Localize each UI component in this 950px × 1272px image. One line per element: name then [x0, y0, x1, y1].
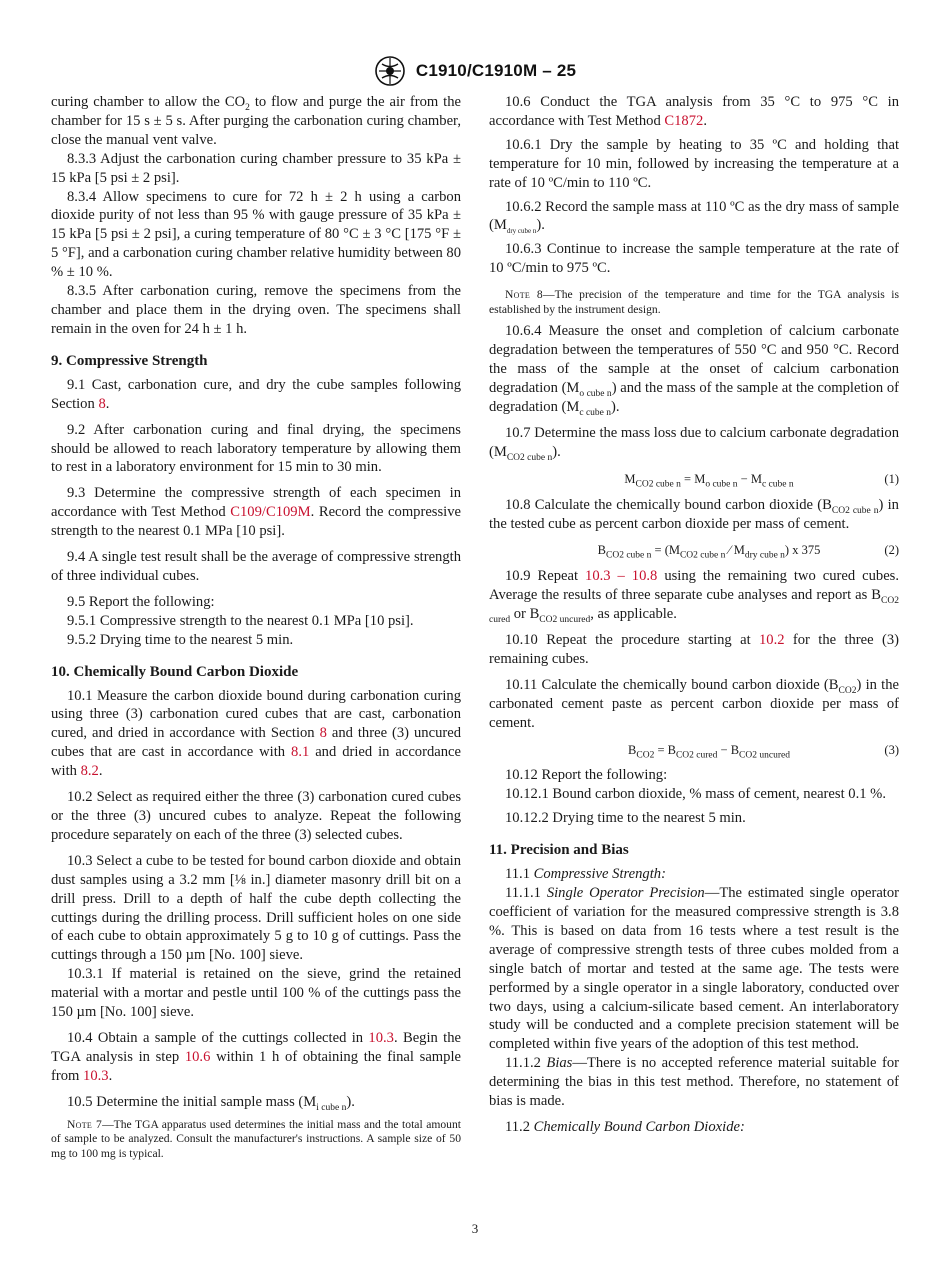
equation-3: $B_{CO2} = B_{CO2 cured} - B_{CO2 uncured}$ (3) — [628, 742, 899, 761]
paragraph-11-1: 11.1 Compressive Strength: — [505, 866, 666, 883]
equation-2: $B_{CO2 cube n} = (M_{CO2 cube n}$ ⁄ $M_{dry cube n}$) x 375 (2) — [597, 543, 899, 561]
paragraph-10-8: 10.8 Calculate the chemically bound carbon dioxide $(B_{CO2 cube n})$ in the tested cube as percent carbon dioxide per mass of cement. — [489, 496, 899, 532]
paragraph-10-10: 10.10 Repeat the procedure starting at 10.2 for the three (3) remaining cubes. — [489, 632, 899, 667]
equation-number: (1) — [884, 471, 899, 486]
paragraph-9-5-2: 9.5.2 Drying time to the nearest 5 min. — [67, 631, 294, 648]
paragraph-10-12-2: 10.12.2 Drying time to the nearest 5 min. — [505, 810, 746, 827]
paragraph-9-2: 9.2 After carbonation curing and final drying, the specimens should be allowed to reach laboratory temperature by allowing them to rest in a laboratory environment for 15 min to 30 min. — [51, 421, 461, 476]
paragraph-10-7: 10.7 Determine the mass loss due to calcium carbonate degradation $(M_{CO2 cube n})$. — [489, 424, 899, 463]
paragraph-10-12-1: 10.12.1 Bound carbon dioxide, % mass of cement, nearest 0.1 %. — [505, 786, 886, 803]
paragraph-10-6-4: 10.6.4 Measure the onset and completion of calcium carbonate degradation between the temperatures of 550 °C and 950 °C. Record the mass of the sample at the onset of calcium carbonation degradation $(M_{o cube n})$ and the mass of the sample at the completion of degradation $(M_{c cube n})$. — [489, 323, 900, 418]
equation-number: (2) — [884, 543, 899, 558]
paragraph-10-12: 10.12 Report the following: — [505, 767, 668, 784]
link-10-3[interactable]: 10.3 — [368, 1029, 394, 1046]
paragraph-9-5-1: 9.5.1 Compressive strength to the nearest 0.1 MPa [10 psi]. — [67, 612, 414, 629]
note-7: Note 7—The TGA apparatus used determines the initial mass and the total amount of sample to be analyzed. Consult the manufacturer's instructions. A sample size of 50 mg to 100 mg is typical. — [51, 1117, 461, 1160]
paragraph-10-11: 10.11 Calculate the chemically bound carbon dioxide $(B_{CO2})$ in the carbonated cement paste as percent carbon dioxide per mass of cement. — [489, 676, 899, 731]
link-8-1[interactable]: 8.1 — [291, 744, 310, 761]
link-10-2[interactable]: 10.2 — [758, 632, 785, 649]
paragraph-8-3-2-cont: curing chamber to allow the $CO_2$ to flow and purge the air from the chamber for 15 s ± 5 s. After purging the carbonation curing chamber, close the manual vent valve. — [51, 94, 461, 148]
link-c1872[interactable]: C1872 — [664, 112, 704, 129]
equation-number: (3) — [884, 742, 899, 757]
section-heading-10: 10. Chemically Bound Carbon Dioxide — [51, 663, 299, 680]
paragraph-10-6-1: 10.6.1 Dry the sample by heating to 35 ºC and holding that temperature for 10 min, followed by increasing the temperature at a rate of 10 ºC/min to 110 ºC. — [489, 136, 899, 191]
paragraph-10-9: 10.9 Repeat 10.3 – 10.8 using the remaining two cured cubes. Average the results of three separate cube analyses and report as $B_{CO2 cured}$ or $B_{CO2 uncured}$, as applicable. — [489, 568, 899, 626]
link-10-3[interactable]: 10.3 — [83, 1067, 109, 1084]
link-10-3-to-10-8[interactable]: 10.3 – 10.8 — [585, 568, 658, 585]
paragraph-10-3-1: 10.3.1 If material is retained on the sieve, grind the retained material with a mortar and pestle until 100 % of the cuttings pass the 150 µm [No. 100] sieve. — [51, 966, 461, 1021]
paragraph-11-1-1: 11.1.1 Single Operator Precision—The estimated single operator coefficient of variation for the measured compressive strength is 3.8 %. This is based on data from 16 tests where a test result is the average of compressive strength tests of three cubes molded from a single batch of mortar and tested at the same age. The tests were performed by a single operator in a single laboratory, conducted over two days, using a calcium-silicate based cement. An interlaboratory study will be conducted and a complete precision statement will be completed within five years of the adoption of this test method. — [489, 885, 900, 1053]
link-8-2[interactable]: 8.2 — [80, 763, 99, 780]
section-heading-11: 11. Precision and Bias — [489, 842, 629, 859]
page-header — [0, 54, 950, 88]
paragraph-11-1-2: 11.1.2 Bias—There is no accepted reference material suitable for determining the bias in this test method. Therefore, no statement of bias is made. — [489, 1055, 899, 1110]
left-column — [51, 93, 461, 1161]
paragraph-11-2: 11.2 Chemically Bound Carbon Dioxide: — [505, 1118, 745, 1135]
paragraph-10-6-2: 10.6.2 Record the sample mass at 110 ºC as the dry mass of sample $(M_{dry cube n})$. — [489, 198, 899, 236]
paragraph-10-6: 10.6 Conduct the TGA analysis from 35 °C to 975 °C in accordance with Test Method C1872. — [489, 94, 899, 129]
paragraph-9-1: 9.1 Cast, carbonation cure, and dry the cube samples following Section 8. — [51, 376, 461, 412]
paragraph-8-3-3: 8.3.3 Adjust the carbonation curing chamber pressure to 35 kPa ± 15 kPa [5 psi ± 2 psi]. — [51, 150, 461, 186]
paragraph-9-5: 9.5 Report the following: — [67, 593, 215, 610]
note-8: Note 8—The precision of the temperature and time for the TGA analysis is established by the instrument design. — [489, 288, 899, 316]
standard-designation: C1910/C1910M – 25 — [415, 61, 577, 80]
astm-logo-icon — [374, 55, 408, 87]
paragraph-9-4: 9.4 A single test result shall be the average of compressive strength of three individual cubes. — [51, 549, 461, 584]
paragraph-10-1: 10.1 Measure the carbon dioxide bound during carbonation curing using three (3) carbonation cured cubes that are cast, carbonation cured, and dried in accordance with Section 8 and three (3) uncured cubes that are cast in accordance with 8.1 and dried in accordance with 8.2. — [51, 687, 461, 780]
paragraph-10-3: 10.3 Select a cube to be tested for bound carbon dioxide and obtain dust samples using a 3.2 mm [⅛ in.] diameter masonry drill bit on a drill press. Drill to a depth of half the cube depth collecting the cuttings during the drilling process. Drill sufficient holes on one side of each cube to obtain approximately 5 g to 10 g of cuttings. Pass the cuttings through a 150 µm [No. 100] sieve. — [51, 852, 461, 964]
paragraph-8-3-5: 8.3.5 After carbonation curing, remove the specimens from the chamber and place them in the drying oven. The specimens shall remain in the oven for 24 h ± 1 h. — [51, 283, 461, 337]
paragraph-8-3-4: 8.3.4 Allow specimens to cure for 72 h ± 2 h using a carbon dioxide purity of not less than 95 % with gauge pressure of 35 kPa ± 15 kPa [5 psi ± 2 psi], a curing temperature of 80 °C ± 3 °C [175 °F ± 5 °F], and a carbonation curing chamber relative humidity between 80 % ± 10 %. — [51, 188, 461, 281]
equation-1: $M_{CO2 cube n} = M_{o cube n} - M_{c cube n}$ (1) — [624, 471, 899, 490]
paragraph-10-2: 10.2 Select as required either the three (3) carbonation cured cubes or the three (3) uncured cubes to analyze. Repeat the following procedure separately on each of the three (3) selected cubes. — [51, 789, 461, 843]
paragraph-9-3: 9.3 Determine the compressive strength of each specimen in accordance with Test Method C109/C109M. Record the compressive strength to the nearest 0.1 MPa [10 psi]. — [51, 485, 461, 540]
page-number: 3 — [471, 1221, 479, 1236]
link-section-8[interactable]: 8 — [319, 725, 327, 742]
paragraph-10-6-3: 10.6.3 Continue to increase the sample temperature at the rate of 10 ºC/min to 975 ºC. — [489, 241, 899, 277]
link-c109[interactable]: C109/C109M — [230, 504, 311, 521]
paragraph-10-4: 10.4 Obtain a sample of the cuttings collected in 10.3. Begin the TGA analysis in step 10.6 within 1 h of obtaining the final sample from 10.3. — [51, 1029, 462, 1084]
section-heading-9: 9. Compressive Strength — [51, 352, 208, 369]
right-column — [489, 93, 899, 1137]
paragraph-10-5: 10.5 Determine the initial sample mass $(M_{i cube n})$. — [67, 1093, 355, 1113]
link-10-6[interactable]: 10.6 — [184, 1048, 211, 1065]
link-section-8[interactable]: 8 — [98, 395, 106, 412]
